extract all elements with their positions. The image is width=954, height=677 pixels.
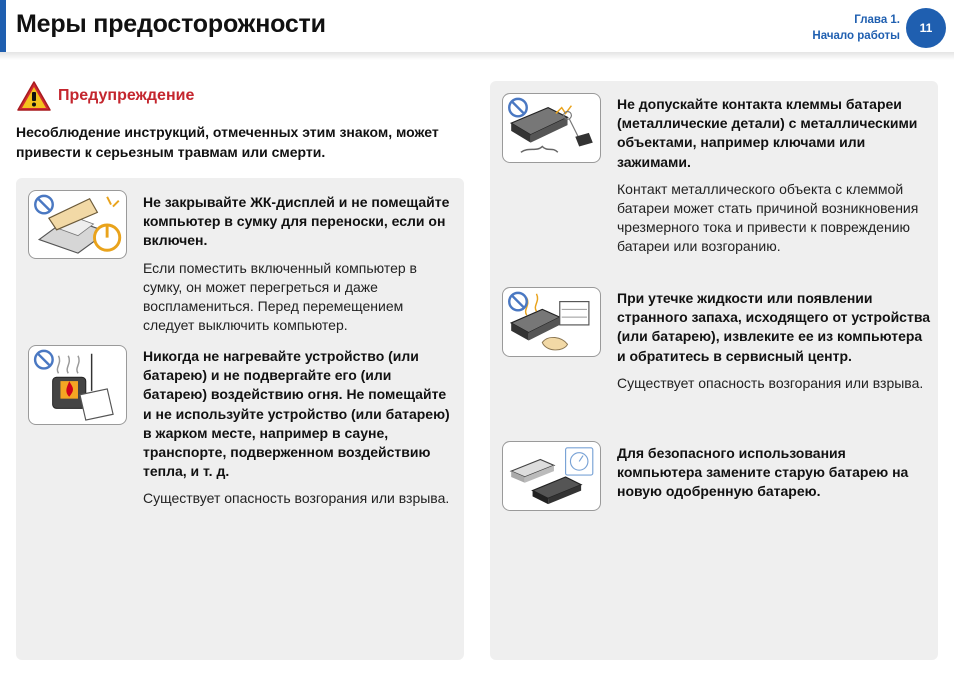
item-heading: Для безопасного использования компьютера замените старую батарею на новую одобренную батарею. [617,445,909,500]
battery-replace-icon [503,442,600,510]
battery-metal-contact-icon [503,94,600,162]
item-description: Если поместить включенный компьютер в сумку, он может перегреться и даже воспламениться. Перед перемещением следует выключить компьютер. [143,259,417,334]
item-heading: Не закрывайте ЖК-дисплей и не помещайте компьютер в сумку для переноски, если он включен. [143,194,450,249]
item-heading: Никогда не нагревайте устройство (или батарею) и не подвергайте его (или батарею) воздействию огня. Не помещайте и не используйте устройство (или батарею) в жарком месте, например в сауне, транспорте, подверженном воздействию тепла, и т. д. [143,348,450,480]
warning-label: Предупреждение [58,87,195,104]
item-description: Контакт металлического объекта с клеммой батареи может стать причиной возникновения чрезмерного тока и привести к повреждению батареи или возгоранию. [617,180,919,255]
warning-heading [16,80,194,112]
page-number-badge: 11 [906,8,946,48]
chapter-label [812,12,900,44]
item-description: Существует опасность возгорания или взрыва. [143,490,450,507]
fire-heat-device-icon [29,346,126,424]
warning-triangle-icon [16,80,52,112]
warning-description: Несоблюдение инструкций, отмеченных этим знаком, может привести к серьезным травмам или смерти. [16,124,439,160]
left-panel [16,178,464,660]
page-title: Меры предосторожности [16,10,326,38]
item-heading: Не допускайте контакта клеммы батареи (металлические детали) с металлическими объектами, например ключами или зажимами. [617,96,918,170]
right-panel [490,81,938,660]
header-divider [0,52,954,60]
item-description: Существует опасность возгорания или взрыва. [617,374,924,391]
battery-leak-icon [503,288,600,356]
laptop-in-bag-power-icon [29,191,126,258]
header-accent-bar [0,0,6,52]
chapter-number: Глава 1. [854,14,900,26]
item-heading: При утечке жидкости или появлении странного запаха, исходящего от устройства (или батарею), извлеките ее из компьютера и обратитесь в сервисный центр. [617,290,931,364]
chapter-name: Начало работы [812,30,900,42]
